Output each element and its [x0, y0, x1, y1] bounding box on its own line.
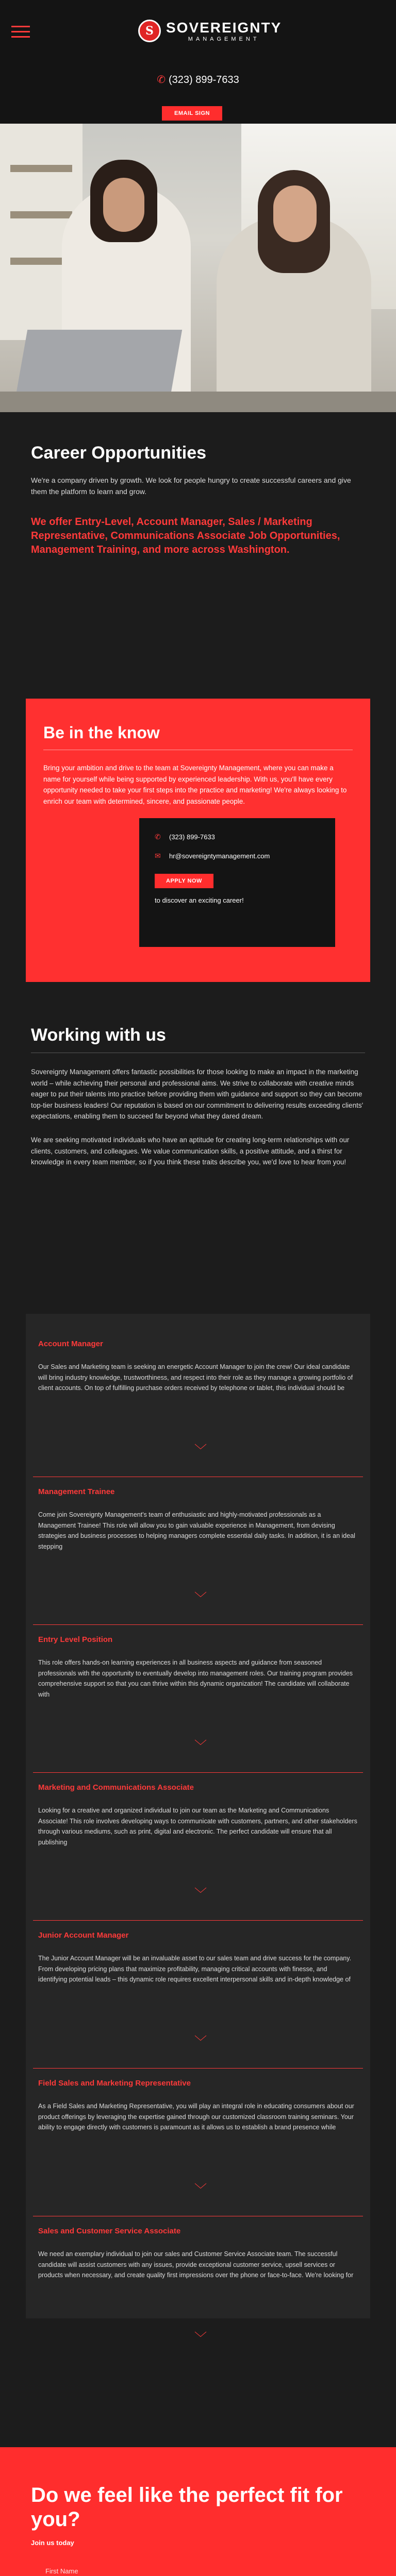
email-sign-button[interactable]: EMAIL SIGN — [162, 106, 222, 121]
job-description: We need an exemplary individual to join our sales and Customer Service Associate team. The successful candidate will assist customers with any issues, provide exceptional customer service, upsell services or products when necessary, and create quality first impressions over the phone or face-to-face. We're looking for — [38, 2250, 354, 2279]
signup-section — [0, 2447, 396, 2576]
phone-icon: ✆ — [157, 74, 166, 86]
working-section — [0, 1025, 396, 1180]
mail-icon: ✉ — [155, 852, 161, 860]
working-text-1: Sovereignty Management offers fantastic possibilities for those looking to make an impact in the marketing world – while achieving their personal and professional aims. We strive to collaborate with creative minds eager to put their talents into practice before providing them with guidance and support so they can become top-tier business leaders! Our reputation is based on our commitment to delivering results exceeding clients' expectations, enabling them to succeed far beyond what they dared dream. — [31, 1068, 364, 1121]
logo[interactable] — [138, 20, 282, 42]
chevron-down-icon[interactable]: ﹀ — [194, 1887, 207, 1901]
job-item[interactable] — [33, 1340, 363, 1477]
logo-name: SOVEREIGNTY — [166, 20, 282, 36]
apply-tagline: to discover an exciting career! — [155, 896, 244, 904]
page-title: Career Opportunities — [31, 443, 207, 463]
signup-title: Do we feel like the perfect fit for you? — [31, 2484, 343, 2531]
job-title[interactable]: Entry Level Position — [38, 1635, 113, 1644]
job-title[interactable]: Account Manager — [38, 1340, 103, 1348]
know-text: Bring your ambition and drive to the team at Sovereignty Management, where you can make a name for yourself while being supported by experienced leadership. With us, you'll have every opportunity needed to take your first steps into the practice and marketing! We're always looking to enrich our team with determined, sincere, and passionate people. — [43, 764, 347, 805]
job-item[interactable] — [33, 1931, 363, 2069]
menu-icon[interactable] — [11, 26, 30, 41]
header-phone[interactable]: ✆ (323) 899-7633 — [157, 74, 239, 86]
offer-text: We offer Entry-Level, Account Manager, Sales / Marketing Representative, Communications Associate Job Opportunities, Management Training, and more across Washington. — [31, 516, 340, 555]
job-description: This role offers hands-on learning experiences in all business aspects and guidance from seasoned professionals with the opportunity to eventually develop into management roles. Our training program provides comprehensive support so that you can thrive within this dynamic organization! The candidate will collaborate with — [38, 1659, 353, 1698]
chevron-down-icon[interactable]: ﹀ — [194, 2331, 207, 2345]
phone-icon: ✆ — [155, 833, 161, 841]
job-title[interactable]: Field Sales and Marketing Representative — [38, 2079, 191, 2088]
know-section — [26, 699, 370, 982]
apply-now-button[interactable]: APPLY NOW — [155, 874, 213, 888]
job-item[interactable] — [33, 1783, 363, 1921]
logo-sub: MANAGEMENT — [188, 36, 260, 42]
hero-image — [0, 124, 396, 412]
contact-card — [139, 818, 335, 947]
job-title[interactable]: Sales and Customer Service Associate — [38, 2227, 181, 2235]
logo-badge: S — [138, 20, 161, 42]
working-text-2: We are seeking motivated individuals who have an aptitude for creating long-term relationships with our clients, customers, and colleagues. We value communication skills, a positive attitude, and a thirst for knowledge in every team member, so if you think these traits describe you, we'd love to hear from you! — [31, 1136, 350, 1166]
intro-text: We're a company driven by growth. We look for people hungry to create successful careers and give them the platform to learn and grow. — [31, 476, 351, 496]
job-description: Our Sales and Marketing team is seeking an energetic Account Manager to join the crew! Our ideal candidate will bring industry knowledge, trustworthiness, and respect into their role as they manage a growing portfolio of client accounts. On top of fulfilling purchase orders received by telephone or tablet, this individual should be — [38, 1363, 353, 1392]
jobs-list — [26, 1314, 370, 2345]
job-description: Looking for a creative and organized individual to join our team as the Marketing and Communications Associate! This role involves developing ways to communicate with customers, partners, and other stakeholders through various mediums, such as print, digital and electronic. The perfect candidate will ensure that all publishing — [38, 1807, 357, 1846]
job-title[interactable]: Management Trainee — [38, 1487, 115, 1496]
chevron-down-icon[interactable]: ﹀ — [194, 2035, 207, 2049]
working-title: Working with us — [31, 1025, 365, 1053]
chevron-down-icon[interactable]: ﹀ — [194, 1739, 207, 1753]
job-description: As a Field Sales and Marketing Representative, you will play an integral role in educating consumers about our product offerings by leveraging the expertise gained through our customized classroom training seminars. Your ability to engage directly with customers is paramount as it allows us to establish a brand presence while — [38, 2103, 354, 2131]
contact-email[interactable]: ✉ hr@sovereigntymanagement.com — [155, 852, 270, 860]
contact-phone[interactable]: ✆ (323) 899-7633 — [155, 833, 215, 841]
job-description: Come join Sovereignty Management's team of enthusiastic and highly-motivated professionals as a Management Trainee! This role will allow you to gain valuable experience in Management, from devising strategies and business processes to helping managers complete essential daily tasks. In addition, it is an ideal stepping — [38, 1511, 355, 1550]
signup-subtitle: Join us today — [31, 2539, 74, 2547]
intro-section — [0, 412, 396, 699]
chevron-down-icon[interactable]: ﹀ — [194, 1444, 207, 1458]
job-title[interactable]: Junior Account Manager — [38, 1931, 129, 1940]
job-item[interactable] — [33, 2227, 363, 2364]
site-header — [0, 0, 396, 124]
chevron-down-icon[interactable]: ﹀ — [194, 1591, 207, 1605]
job-description: The Junior Account Manager will be an invaluable asset to our sales team and drive success for the company. From developing pricing plans that maximize profitability, managing critical accounts with finesse, and identifying potential leads – this dynamic role requires excellent interpersonal skills and in-depth knowledge of — [38, 1955, 352, 1984]
job-title[interactable]: Marketing and Communications Associate — [38, 1783, 194, 1792]
job-item[interactable] — [33, 1635, 363, 1773]
first-name-input[interactable]: First Name — [31, 2560, 320, 2576]
job-item[interactable] — [33, 1487, 363, 1625]
know-title: Be in the know — [43, 723, 353, 750]
job-item[interactable] — [33, 2079, 363, 2216]
chevron-down-icon[interactable]: ﹀ — [194, 2183, 207, 2197]
